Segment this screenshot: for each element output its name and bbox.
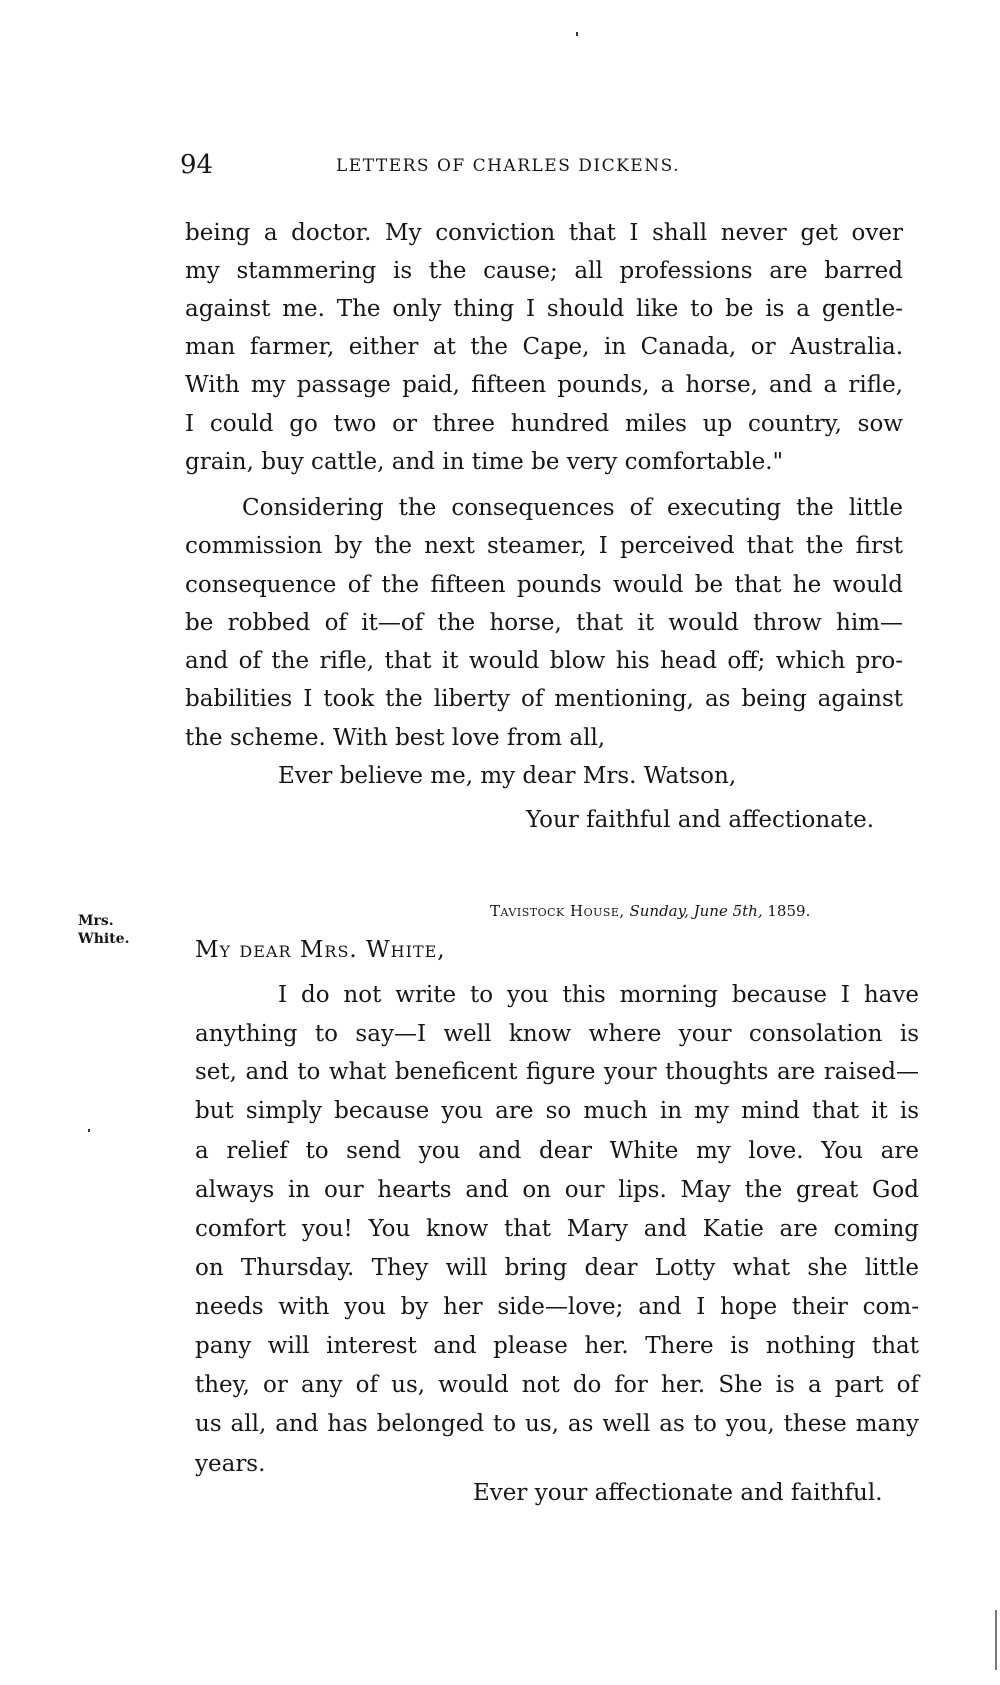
scan-speck	[576, 32, 578, 36]
letter2-line: needs with you by her side—love; and I hope their com-	[195, 1294, 919, 1320]
margin-note-name: White.	[78, 931, 130, 947]
letter1-line: being a doctor. My conviction that I shall never get over	[185, 220, 903, 246]
dateline-place: Tavistock House,	[490, 902, 625, 920]
letter2-line: pany will interest and please her. There is nothing that	[195, 1333, 919, 1359]
scan-speck	[88, 1129, 90, 1132]
letter1-closing-1: Ever believe me, my dear Mrs. Watson,	[278, 763, 737, 789]
page-number: 94	[180, 150, 214, 180]
salutation: My dear Mrs. White,	[195, 937, 446, 963]
letter1-line: I could go two or three hundred miles up country, sow	[185, 411, 903, 437]
letter1-line: my stammering is the cause; all professions are barred	[185, 258, 903, 284]
letter2-signoff: Ever your affectionate and faithful.	[473, 1480, 883, 1506]
letter1-line: man farmer, either at the Cape, in Canada, or Australia.	[185, 334, 903, 360]
letter2-line: on Thursday. They will bring dear Lotty what she little	[195, 1255, 919, 1281]
letter1-line: grain, buy cattle, and in time be very comfortable."	[185, 449, 784, 475]
dateline-date: Sunday, June 5th,	[629, 902, 763, 920]
letter2-paragraph-start: I do not write to you this morning because I have	[278, 982, 919, 1008]
running-title: LETTERS OF CHARLES DICKENS.	[336, 156, 681, 176]
margin-note	[78, 912, 129, 948]
letter1-line: the scheme. With best love from all,	[185, 725, 606, 751]
letter1-line: against me. The only thing I should like to be is a gentle-	[185, 296, 903, 322]
letter2-line: but simply because you are so much in my mind that it is	[195, 1098, 919, 1124]
letter2-line: set, and to what beneficent figure your thoughts are raised—	[195, 1059, 919, 1085]
letter1-signoff: Your faithful and affectionate.	[526, 807, 875, 833]
letter2-line: years.	[195, 1451, 266, 1477]
letter2-line: always in our hearts and on our lips. May the great God	[195, 1177, 919, 1203]
letter2-line: they, or any of us, would not do for her. She is a part of	[195, 1372, 919, 1398]
letter2-line: comfort you! You know that Mary and Katie are coming	[195, 1216, 919, 1242]
letter1-line: be robbed of it—of the horse, that it would throw him—	[185, 610, 903, 636]
dateline-year: 1859.	[767, 902, 811, 920]
letter2-line: us all, and has belonged to us, as well as to you, these many	[195, 1411, 919, 1437]
running-head	[180, 150, 760, 190]
letter1-line: consequence of the fifteen pounds would be that he would	[185, 572, 903, 598]
dateline	[490, 902, 810, 920]
letter1-line: and of the rifle, that it would blow his head off; which pro-	[185, 648, 903, 674]
letter2-line: a relief to send you and dear White my love. You are	[195, 1138, 919, 1164]
margin-note-title: Mrs.	[78, 913, 114, 929]
letter1-paragraph-start: Considering the consequences of executing the little	[242, 495, 903, 521]
letter1-line: With my passage paid, fifteen pounds, a horse, and a rifle,	[185, 372, 903, 398]
letter1-line: commission by the next steamer, I perceived that the first	[185, 533, 903, 559]
letter2-line: anything to say—I well know where your consolation is	[195, 1021, 919, 1047]
letter1-line: babilities I took the liberty of mentioning, as being against	[185, 686, 903, 712]
page-edge-shadow	[995, 1610, 997, 1670]
